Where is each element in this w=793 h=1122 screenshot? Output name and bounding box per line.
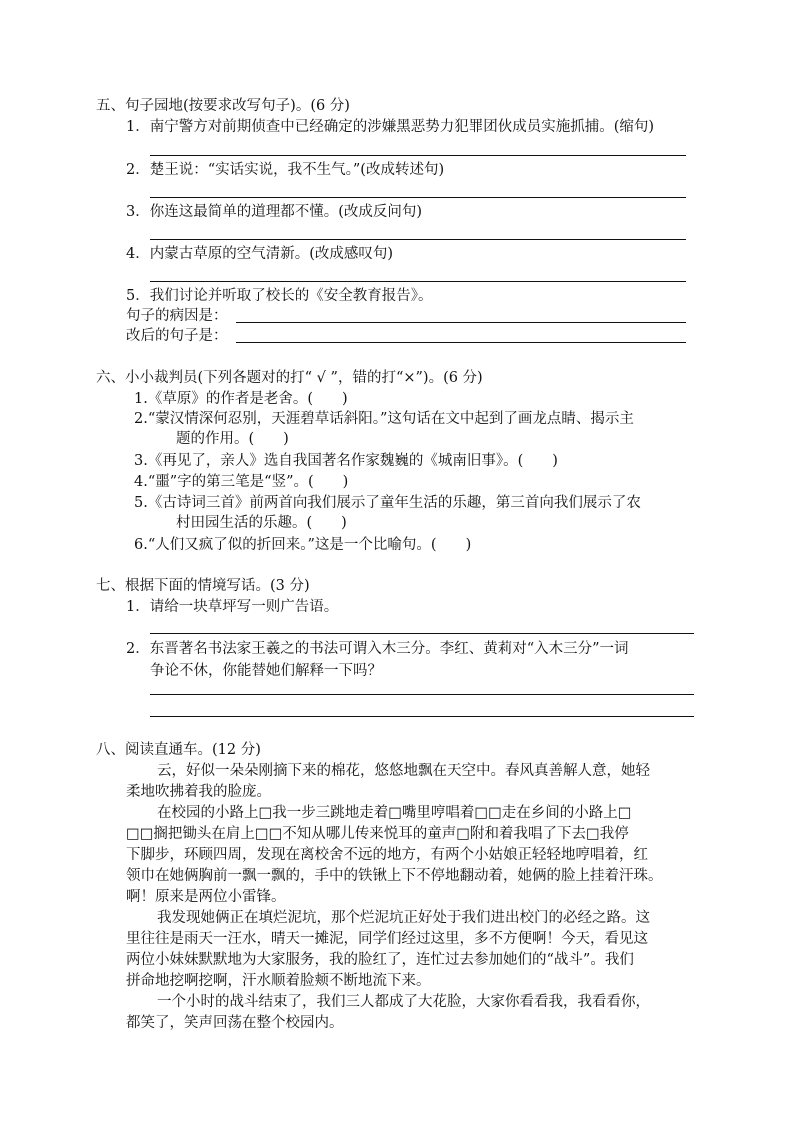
s6-question-2-line1: 2.“蒙汉情深何忍别，天涯碧草话斜阳。”这句话在文中起到了画龙点睛、揭示主 bbox=[134, 411, 634, 427]
section-8-title: 八、阅读直通车。(12 分) bbox=[96, 742, 261, 758]
s5-q5-cause-answer-line[interactable] bbox=[236, 322, 686, 323]
passage-p2-line3: 下脚步，环顾四周，发现在离校舍不远的地方，有两个小姑娘正轻轻地哼唱着，红 bbox=[126, 847, 648, 863]
s5-q5-revised-label: 改后的句子是： bbox=[126, 328, 228, 344]
s5-q5-cause-label: 句子的病因是： bbox=[126, 308, 228, 324]
s6-question-1: 1.《草原》的作者是老舍。( ) bbox=[134, 391, 348, 407]
s5-question-3: 3．你连这最简单的道理都不懂。(改成反问句) bbox=[126, 204, 423, 220]
s6-question-4: 4.“噩”字的第三笔是“竖”。( ) bbox=[134, 474, 349, 490]
s5-question-2: 2．楚王说：“实话实说，我不生气。”(改成转述句) bbox=[126, 162, 445, 178]
passage-p1-line2: 柔地吹拂着我的脸庞。 bbox=[126, 784, 271, 800]
s5-question-1: 1．南宁警方对前期侦查中已经确定的涉嫌黑恶势力犯罪团伙成员实施抓捕。(缩句) bbox=[126, 119, 655, 135]
s7-question-2-line2: 争论不休，你能替她们解释一下吗？ bbox=[150, 663, 382, 679]
passage-p2-line1: 在校园的小路上□我一步三跳地走着□嘴里哼唱着□□走在乡间的小路上□ bbox=[157, 805, 632, 821]
s5-question-5: 5．我们讨论并听取了校长的《安全教育报告》。 bbox=[126, 288, 433, 304]
section-5-title: 五、句子园地(按要求改写句子)。(6 分) bbox=[96, 98, 350, 114]
passage-p4-line2: 都笑了，笑声回荡在整个校园内。 bbox=[126, 1015, 344, 1031]
s6-question-2-line2: 题的作用。( ) bbox=[176, 431, 289, 447]
s7-q1-answer-line[interactable] bbox=[150, 633, 694, 634]
section-6-title: 六、小小裁判员(下列各题对的打“ √ ”，错的打“×”)。(6 分) bbox=[96, 370, 483, 386]
passage-p3-line2: 里往往是雨天一汪水，晴天一摊泥，同学们经过这里，多不方便啊！今天，看见这 bbox=[126, 931, 648, 947]
section-7-title: 七、根据下面的情境写话。(3 分) bbox=[96, 578, 310, 594]
passage-p3-line1: 我发现她俩正在填烂泥坑，那个烂泥坑正好处于我们进出校门的必经之路。这 bbox=[157, 910, 650, 926]
s6-question-3: 3.《再见了，亲人》选自我国著名作家魏巍的《城南旧事》。( ) bbox=[134, 453, 558, 469]
s7-q2-answer-line-1[interactable] bbox=[150, 694, 694, 695]
s5-q1-answer-line[interactable] bbox=[150, 155, 686, 156]
passage-p3-line3: 两位小妹妹默默地为大家服务，我的脸红了，连忙过去参加她们的“战斗”。我们 bbox=[126, 952, 634, 968]
s5-q2-answer-line[interactable] bbox=[150, 197, 686, 198]
s5-q5-revised-answer-line[interactable] bbox=[236, 342, 686, 343]
s7-q2-answer-line-2[interactable] bbox=[150, 716, 694, 717]
passage-p4-line1: 一个小时的战斗结束了，我们三人都成了大花脸，大家你看看我，我看看你， bbox=[157, 994, 650, 1010]
s7-question-1: 1．请给一块草坪写一则广告语。 bbox=[126, 599, 339, 615]
s5-q3-answer-line[interactable] bbox=[150, 239, 686, 240]
passage-p2-line2: □□搁把锄头在肩上□□不知从哪儿传来悦耳的童声□附和着我唱了下去□我停 bbox=[126, 826, 629, 842]
s6-question-5-line2: 村田园生活的乐趣。( ) bbox=[176, 515, 347, 531]
passage-p2-line4: 领巾在她俩胸前一飘一飘的，手中的铁锹上下不停地翻动着，她俩的脸上挂着汗珠。 bbox=[126, 868, 663, 884]
s7-question-2-line1: 2．东晋著名书法家王羲之的书法可谓入木三分。李红、黄莉对“入木三分”一词 bbox=[126, 641, 629, 657]
passage-p1-line1: 云，好似一朵朵刚摘下来的棉花，悠悠地飘在天空中。春风真善解人意，她轻 bbox=[157, 763, 650, 779]
s6-question-5-line1: 5.《古诗词三首》前两首向我们展示了童年生活的乐趣，第三首向我们展示了农 bbox=[134, 495, 641, 511]
s5-question-4: 4．内蒙古草原的空气清新。(改成感叹句) bbox=[126, 246, 394, 262]
passage-p2-line5: 啊！原来是两位小雷锋。 bbox=[126, 889, 286, 905]
s6-question-6: 6.“人们又疯了似的折回来。”这是一个比喻句。( ) bbox=[134, 537, 472, 553]
s5-q4-answer-line[interactable] bbox=[150, 281, 686, 282]
passage-p3-line4: 拼命地挖啊挖啊，汗水顺着脸颊不断地流下来。 bbox=[126, 973, 431, 989]
